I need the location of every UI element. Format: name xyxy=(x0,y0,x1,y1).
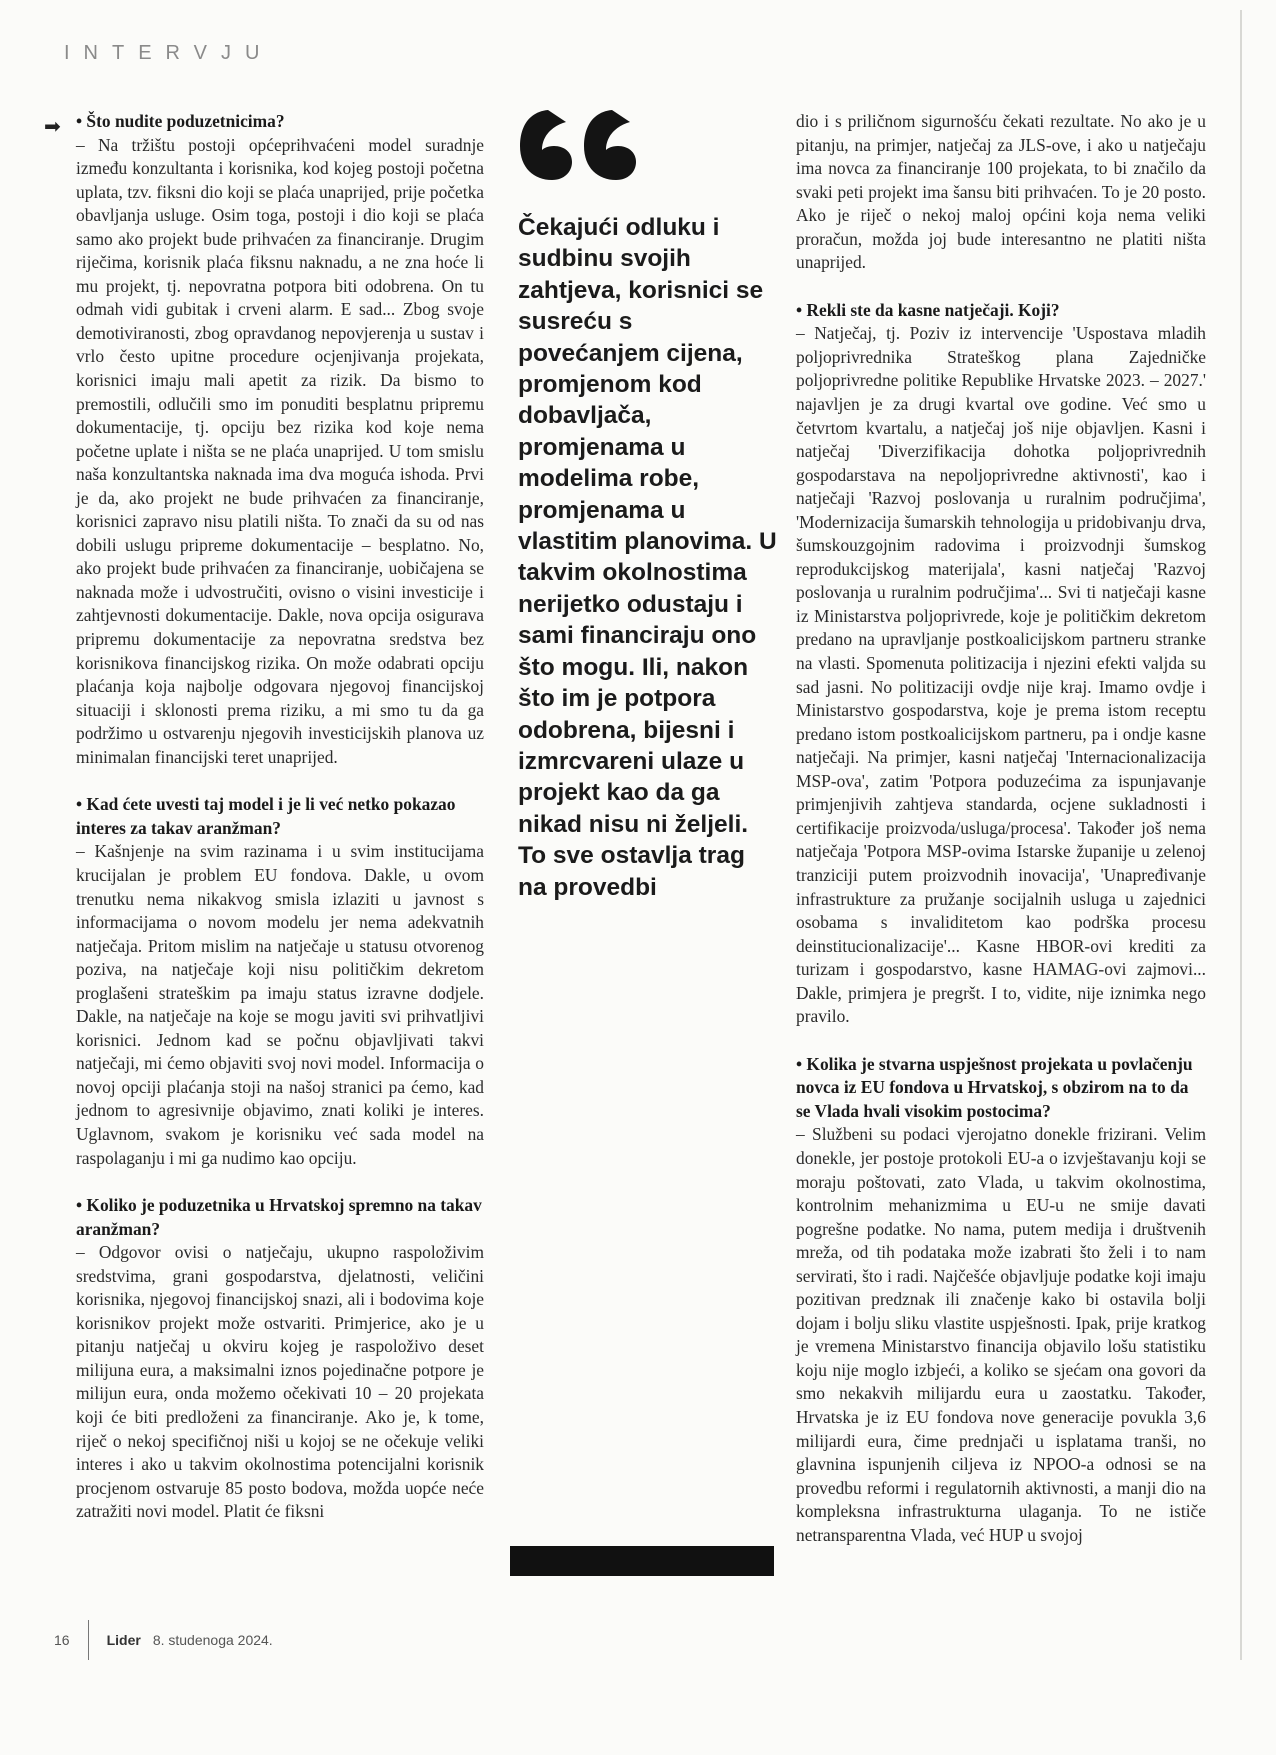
answer: – Odgovor ovisi o natječaju, ukupno raspoloživim sredstvima, grani gospodarstva, djelatnosti, veličini korisnika, njegovoj financijskoj snazi, ali i bodovima koje korisnikov projekt može ostvariti. Primjerice, ako je u pitanju natječaj u okviru kojeg je raspoloživo deset milijuna eura, a maksimalni iznos pojedinačne potpore je milijun eura, onda možemo očekivati 10 – 20 projekata koji će biti predloženi za financiranje. Ako je, k tome, riječ o nekoj specifičnoj niši u kojoj se ne očekuje veliki interes i ako u takvim okolnostima potencijalni korisnik procjenom ostvaruje 85 posto bodova, možda uopće neće zatražiti novi model. Platit će fiksni xyxy=(76,1242,484,1522)
quote-mark-icon xyxy=(518,106,646,198)
question: • Kolika je stvarna uspješnost projekata u povlačenju novca iz EU fondova u Hrvatskoj, s obzirom na to da se Vlada hvali visokim postocima? xyxy=(796,1053,1193,1121)
question: • Koliko je poduzetnika u Hrvatskoj spremno na takav aranžman? xyxy=(76,1195,482,1239)
question: • Kad ćete uvesti taj model i je li već netko pokazao interes za takav aranžman? xyxy=(76,794,456,838)
pull-quote xyxy=(518,106,778,903)
answer: – Kašnjenje na svim razinama i u svim institucijama krucijalan je problem EU fondova. Dakle, u ovom trenutku nema nikakvog smisla izlaziti u javnost s informacijama o novom modelu jer nema adekvatnih natječaja. Pritom mislim na natječaje u statusu otvorenog poziva, na natječaje koji nisu političkim dekretom proglašeni strateškim pa imaju status izravne dodjele. Dakle, na natječaje na koje se mogu javiti svi prihvatljivi korisnici. Jednom kad se počnu objavljivati takvi natječaji, mi ćemo objaviti svoj novi model. Informacija o novoj opciji plaćanja stoji na našoj stranici pa ćemo, kad jednom to agresivnije objavimo, znati koliki je interes. Uglavnom, svakom je korisniku već sada model na raspolaganju i mi ga nudimo kao opciju. xyxy=(76,841,484,1168)
answer: – Na tržištu postoji općeprihvaćeni model suradnje između konzultanta i korisnika, kod kojeg postoji početna uplata, tzv. fiksni dio koji se plaća unaprijed, prije početka obavljanja usluge. Osim toga, postoji i dio koji se plaća samo ako projekt bude prihvaćen za financiranje. Drugim riječima, korisnik plaća fiksnu naknadu, a ne zna hoće li mu projekt, tj. nepovratna potpora biti odobrena. On tu odmah vidi gubitak i crveni alarm. E sad... Zbog svoje demotiviranosti, zbog opravdanog nepovjerenja u sustav i vrlo često upitne procedure ocjenjivanja projekata, korisnici imaju mali apetit za rizik. Da bismo to premostili, odlučili smo im ponuditi besplatnu pripremu dokumentacije, tj. opciju bez rizika kod koje nema početne uplate i ništa se ne plaća unaprijed. U tom smislu naša konzultantska naknada ima dva moguća ishoda. Prvi je da, ako projekt ne bude prihvaćen za financiranje, korisnici zapravo nisu platili ništa. To znači da su od nas dobili uslugu pripreme dokumentacije – besplatno. No, ako projekt bude prihvaćen za financiranje, uobičajena se naknada može i udvostručiti, ovisno o visini investicije i zahtjevnosti dokumentacije. Dakle, nova opcija osigurava pripremu dokumentacije za nepovratna sredstva bez korisnikova financijskog rizika. On može odabrati opciju plaćanja koja najbolje odgovara njegovoj financijskoj situaciji i sklonosti prema riziku, a mi smo tu da ga podržimo u ostvarenju njegovih investicijskih planova uz minimalan financijski teret unaprijed. xyxy=(76,134,484,767)
publication-name: Lider xyxy=(106,1632,141,1648)
footer-divider xyxy=(88,1620,89,1660)
arrow-right-icon: ➡ xyxy=(44,114,61,138)
page-number: 16 xyxy=(54,1632,70,1648)
pull-quote-text: Čekajući odluku i sudbinu svojih zahtjeva, korisnici se susreću s povećanjem cijena, promjenom kod dobavljača, promjenama u modelima robe, promjenama u vlastitim planovima. U takvim okolnostima nerijetko odustaju i sami financiraju ono što mogu. Ili, nakon što im je potpora odobrena, bijesni i izmrcvareni ulaze u projekt kao da ga nikad nisu ni željeli. To sve ostavlja trag na provedbi xyxy=(518,214,777,901)
answer: dio i s priličnom sigurnošću čekati rezultate. No ako je u pitanju, na primjer, natječaj za JLS-ove, i ako u natječaju ima novca za financiranje 100 projekata, to bi značilo da svaki peti projekt ima šansu biti prihvaćen. To je 20 posto. Ako je riječ o nekoj maloj općini koja nema veliki proračun, možda joj bude interesantno ne platiti ništa unaprijed. xyxy=(796,111,1206,273)
issue-date: 8. studenoga 2024. xyxy=(152,1632,273,1648)
answer: – Natječaj, tj. Poziv iz intervencije 'Uspostava mladih poljoprivrednika Strateškog plana Zajedničke poljoprivredne politike Republike Hrvatske 2023. – 2027.' najavljen je za drugi kvartal ove godine. Već smo u četvrtom kvartalu, a natječaj još nije objavljen. Kasni i natječaj 'Diverzifikacija dohotka poljoprivrednih gospodarstava na nepoljoprivredne aktivnosti', kao i natječaji 'Razvoj poslovanja u ruralnim područjima', 'Modernizacija šumarskih tehnologija u pridobivanju drva, šumskouzgojnim radovima i proizvodnji šumskog reprodukcijskog materijala', kasni natječaj 'Razvoj poslovanja u ruralnim područjima'... Svi ti natječaji kasne iz Ministarstva poljoprivrede, koje je političkim dekretom predano na upravljanje postkoalicijskom partneru stranke na vlasti. Spomenuta politizacija i njezini efekti valjda su sad jasni. No politizaciji ovdje nije kraj. Imamo ovdje i Ministarstvo gospodarstva, koje je prema istom receptu predano istom postkoalicijskom partneru, pa i ondje kasne natječaji. Na primjer, kasni natječaj 'Internacionalizacija MSP-ova', zatim 'Potpora poduzećima za ispunjavanje primjenjivih zahtjeva standarda, ocjene sukladnosti i certifikacije proizvoda/usluga/procesa'. Također još nema natječaja 'Potpora MSP-ovima Istarske županije u zelenoj tranziciji putem proizvodnih inovacija', 'Unapređivanje infrastrukture za pružanje socijalnih usluga u zajednici osobama s invaliditetom kao podrška procesu deinstitucionalizacije'... Kasne HBOR-ovi krediti za turizam i gospodarstvo, kasne HAMAG-ovi zajmovi... Dakle, primjera je pregršt. I to, vidite, nije iznimka nego pravilo. xyxy=(796,323,1206,1027)
question: • Što nudite poduzetnicima? xyxy=(76,111,285,131)
page-edge-line xyxy=(1240,10,1242,1660)
decorative-bar xyxy=(510,1546,774,1576)
section-label: INTERVJU xyxy=(64,42,274,64)
right-column xyxy=(796,110,1206,1547)
answer: – Službeni su podaci vjerojatno donekle frizirani. Velim donekle, jer postoje protokoli EU-a o izvještavanju koji se moraju poštovati, zato Vlada, u takvim okolnostima, kontrolnim mehanizmima u EU-u ne smije davati pogrešne podatke. No nama, putem medija i društvenih mreža, od tih podataka može izabrati što želi i to nam servirati, što i radi. Najčešće objavljuje podatke koji imaju pozitivan predznak ili značenje kako bi ostavila bolji dojam i bolju sliku vlastite uspješnosti. Ipak, prije kratkog je vremena Ministarstvo financija objavilo lošu statistiku koju nije moglo izbjeći, a koliko se sjećam ona govori da smo nekakvih milijardu eura u zaostatku. Također, Hrvatska je iz EU fondova nove generacije povukla 3,6 milijardi eura, čime prednjači u isplatama tranši, no glavnina ispunjenih ciljeva iz NPOO-a odnosi se na provedbu reformi i regulatornih aktivnosti, a manji dio na kompleksna infrastrukturna ulaganja. To ne ističe netransparentna Vlada, već HUP u svojoj xyxy=(796,1124,1206,1545)
page-footer xyxy=(54,1620,273,1660)
left-column xyxy=(76,110,484,1524)
question: • Rekli ste da kasne natječaji. Koji? xyxy=(796,299,1060,320)
